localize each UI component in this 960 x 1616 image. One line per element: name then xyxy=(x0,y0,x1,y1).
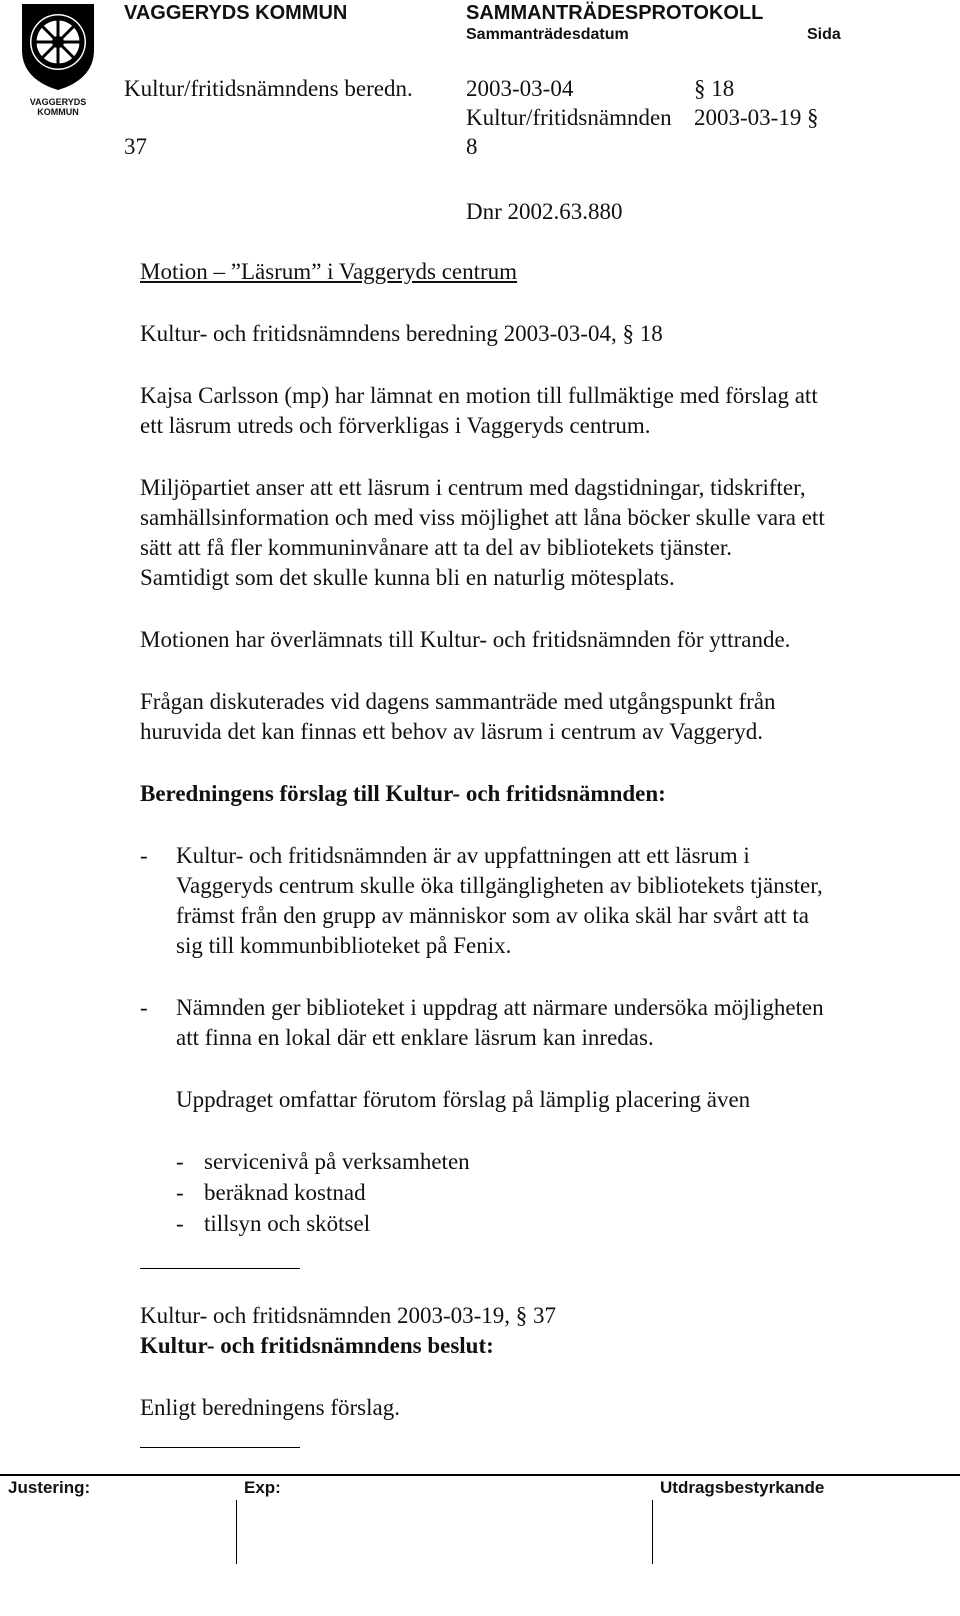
signature-divider xyxy=(236,1500,237,1564)
header-body-2: Kultur/fritidsnämnden xyxy=(466,105,672,130)
signature-divider xyxy=(652,1500,653,1564)
paragraph-referral: Motionen har överlämnats till Kultur- och fritidsnämnden för yttrande. xyxy=(140,627,791,652)
header-date-2: 2003-03-19 xyxy=(694,105,802,130)
header-section-1: § 18 xyxy=(694,76,735,101)
decision-text: Enligt beredningens förslag. xyxy=(140,1395,400,1420)
footer-utdrag: Utdragsbestyrkande xyxy=(660,1478,825,1497)
preparation-reference: Kultur- och fritidsnämndens beredning 2003-03-04, § 18 xyxy=(140,321,663,346)
coat-of-arms-icon xyxy=(18,0,98,92)
municipality-logo xyxy=(18,0,98,120)
proposal-heading: Beredningens förslag till Kultur- och fritidsnämnden: xyxy=(140,781,666,806)
logo-text: VAGGERYDS KOMMUN xyxy=(29,97,87,117)
page-label: Sida xyxy=(807,26,841,43)
footer-exp: Exp: xyxy=(244,1478,281,1497)
header-body-1: Kultur/fritidsnämndens beredn. xyxy=(124,76,413,101)
header-section-2: § xyxy=(807,105,819,130)
separator-line xyxy=(140,1447,300,1448)
page-number-2: 8 xyxy=(466,134,478,159)
decision-reference: Kultur- och fritidsnämnden 2003-03-19, § 37 xyxy=(140,1303,557,1328)
case-number: Dnr 2002.63.880 xyxy=(466,199,623,224)
footer-rule xyxy=(0,1474,960,1476)
separator-line xyxy=(140,1268,300,1269)
decision-heading: Kultur- och fritidsnämndens beslut: xyxy=(140,1333,494,1358)
footer-justering: Justering: xyxy=(8,1478,91,1497)
page-number-1: 37 xyxy=(124,134,147,159)
protocol-title: SAMMANTRÄDESPROTOKOLL xyxy=(466,2,764,24)
assignment-intro: Uppdraget omfattar förutom förslag på lämplig placering även xyxy=(176,1087,751,1112)
header-date-1: 2003-03-04 xyxy=(466,76,574,101)
document-title: Motion – ”Läsrum” i Vaggeryds centrum xyxy=(140,259,518,284)
org-name: VAGGERYDS KOMMUN xyxy=(124,2,348,24)
meeting-date-label: Sammanträdesdatum xyxy=(466,26,629,43)
